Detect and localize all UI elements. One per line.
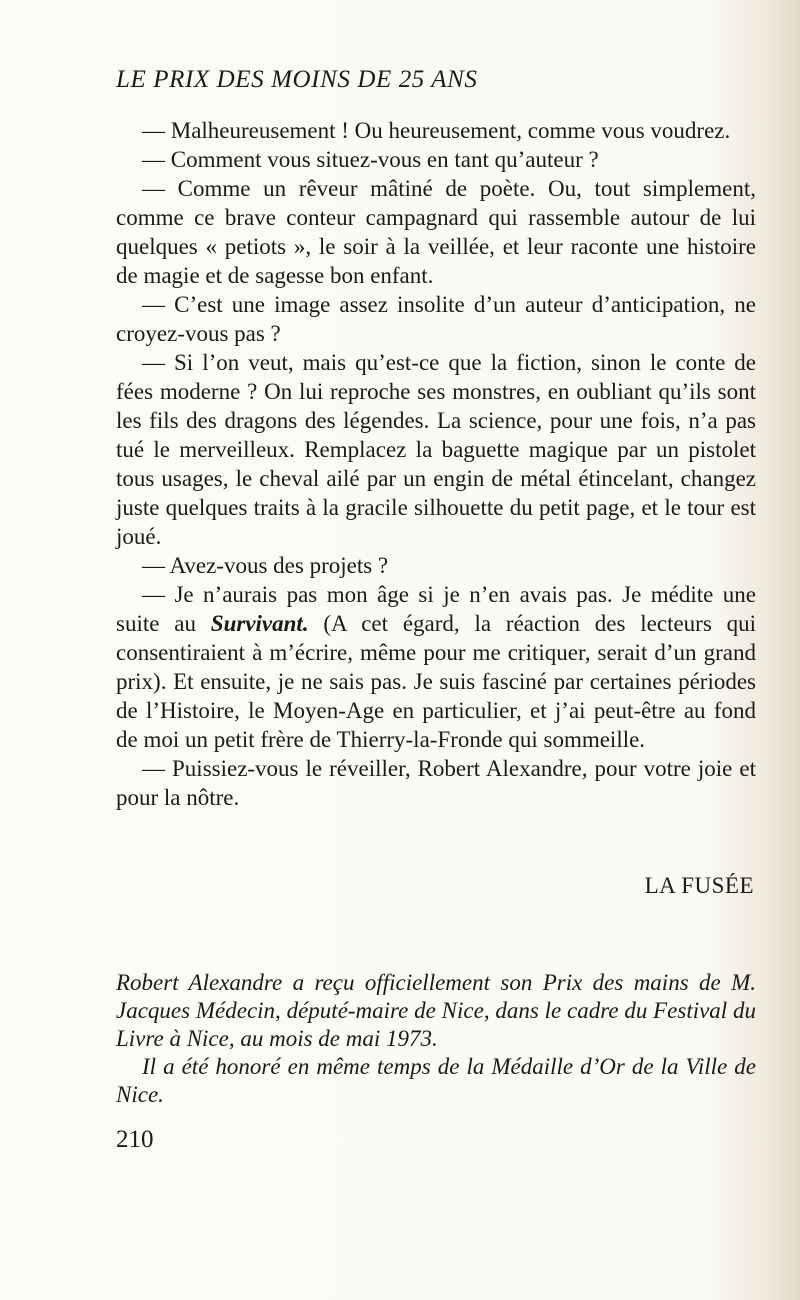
paragraph: — C’est une image assez insolite d’un auteur d’anticipation, ne croyez-vous pas ? xyxy=(116,292,756,346)
paragraph: — Malheureusement ! Ou heureusement, comme vous voudrez. xyxy=(142,118,731,143)
paragraph: — Si l’on veut, mais qu’est-ce que la fiction, sinon le conte de fées moderne ? On lui reproche ses monstres, en oubliant qu’ils sont les fils des dragons des légendes. La science, pour une fois, n’a pas tué le merveilleux. Remplacez la baguette magique par un pistolet tous usages, le cheval ailé par un engin de métal étincelant, changez juste quelques traits à la gracile silhouette du petit page, et le tour est joué. xyxy=(116,350,756,549)
running-title: LE PRIX DES MOINS DE 25 ANS xyxy=(116,66,478,93)
note-paragraph: Il a été honoré en même temps de la Médaille d’Or de la Ville de Nice. xyxy=(116,1054,756,1107)
signature: LA FUSÉE xyxy=(644,873,754,898)
text-run: (A cet égard, la réaction des lecteurs qui consentiraient à m’écrire, même pour me critiquer, serait d’un grand prix). Et ensuite, je ne sais pas. Je suis fasciné par certaines périodes de l’Histoire, le Moyen-Age en particulier, et j’ai peut-être au fond de moi un petit frère de Thierry-la-Fronde qui sommeille. xyxy=(116,611,756,752)
book-title: Survivant. xyxy=(210,611,309,636)
paragraph-projects-answer xyxy=(116,580,756,754)
interview-text xyxy=(116,116,756,812)
italic-note xyxy=(116,969,756,1109)
paragraph: — Comme un rêveur mâtiné de poète. Ou, tout simplement, comme ce brave conteur campagnard qui rassemble autour de lui quelques « petiots », le soir à la veillée, et leur raconte une histoire de magie et de sagesse bon enfant. xyxy=(116,176,756,288)
page-number: 210 xyxy=(116,1126,154,1153)
text-run: — Je n’aurais pas mon âge si je n’en avais pas. Je médite une suite au xyxy=(116,582,756,636)
paragraph: — Avez-vous des projets ? xyxy=(142,553,389,578)
note-paragraph: Robert Alexandre a reçu officiellement son Prix des mains de M. Jacques Médecin, député-maire de Nice, dans le cadre du Festival du Livre à Nice, au mois de mai 1973. xyxy=(116,970,756,1051)
paragraph-closing: — Puissiez-vous le réveiller, Robert Alexandre, pour votre joie et pour la nôtre. xyxy=(116,756,756,810)
paragraph: — Comment vous situez-vous en tant qu’auteur ? xyxy=(142,147,599,172)
